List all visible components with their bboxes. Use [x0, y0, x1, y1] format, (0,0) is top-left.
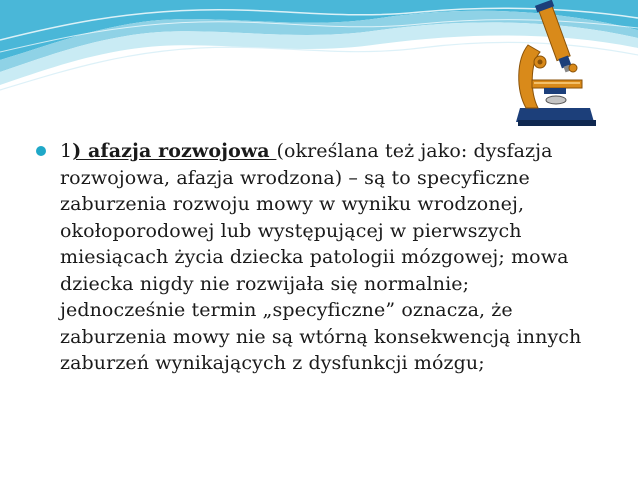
text-line: dziecka nigdy nie rozwijała się normalnie; — [60, 272, 470, 295]
text-line: zaburzeń wynikających z dysfunkcji mózgu; — [60, 352, 485, 374]
text-line: jednocześnie termin „specyficzne” oznacza, że — [60, 299, 513, 321]
microscope-icon — [498, 0, 598, 135]
text-line: miesiącach życia dziecka patologii mózgowej; mowa — [60, 246, 569, 268]
slide-content — [36, 138, 596, 377]
text-line: (określana też jako: dysfazja — [276, 140, 553, 162]
bullet-item — [36, 138, 596, 377]
bullet-text — [60, 138, 588, 377]
item-number: 1 — [60, 140, 73, 162]
text-line: zaburzenia rozwoju mowy w wyniku wrodzonej, — [60, 193, 525, 215]
bullet-dot-icon — [36, 146, 46, 156]
text-line: rozwojowa, afazja wrodzona) – są to specyficzne — [60, 166, 530, 189]
item-term: ) afazja rozwojowa — [72, 140, 277, 162]
text-line: okołoporodowej lub występującej w pierwszych — [60, 219, 522, 242]
text-line: zaburzenia mowy nie są wtórną konsekwencją innych — [60, 325, 582, 348]
